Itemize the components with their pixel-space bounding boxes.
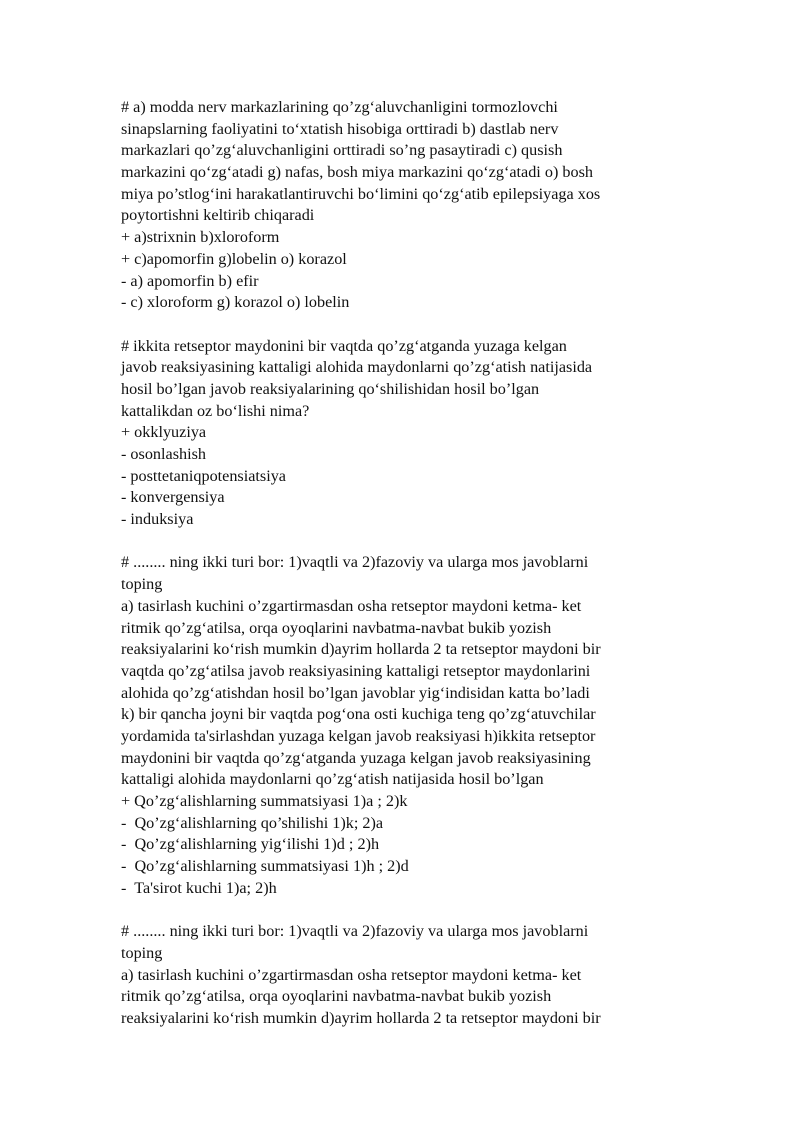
question-text: toping xyxy=(121,943,163,962)
paragraph-gap xyxy=(121,314,691,336)
paragraph-gap xyxy=(121,531,691,553)
question-text: # ikkita retseptor maydonini bir vaqtda qo’zg‘atganda yuzaga kelgan xyxy=(121,336,567,355)
question-text: maydonini bir vaqtda qo’zg‘atganda yuzaga kelgan javob reaksiyasining xyxy=(121,748,591,767)
answer-option: - Qo’zg‘alishlarning yig‘ilishi 1)d ; 2)h xyxy=(121,835,380,854)
question-block-4 xyxy=(121,921,691,1029)
question-text: reaksiyalarini ko‘rish mumkin d)ayrim hollarda 2 ta retseptor maydoni bir xyxy=(121,1008,601,1027)
document-page xyxy=(121,97,691,1030)
question-text: alohida qo’zg‘atishdan hosil bo’lgan javoblar yig‘indisidan katta bo’ladi xyxy=(121,683,590,702)
question-text: # a) modda nerv markazlarining qo’zg‘aluvchanligini tormozlovchi xyxy=(121,98,558,116)
answer-option: - osonlashish xyxy=(121,445,206,463)
answer-option-correct: + Qo’zg‘alishlarning summatsiyasi 1)a ; 2)k xyxy=(121,792,408,810)
question-text: poytortishni keltirib chiqaradi xyxy=(121,206,315,225)
question-text: # ........ ning ikki turi bor: 1)vaqtli va 2)fazoviy va ularga mos javoblarni xyxy=(121,553,589,572)
question-text: a) tasirlash kuchini o’zgartirmasdan osha retseptor maydoni ketma- ket xyxy=(121,965,582,984)
paragraph-gap xyxy=(121,899,691,921)
question-text: reaksiyalarini ko‘rish mumkin d)ayrim hollarda 2 ta retseptor maydoni bir xyxy=(121,640,601,659)
answer-option: - Qo’zg‘alishlarning summatsiyasi 1)h ; 2)d xyxy=(121,857,409,876)
answer-option: - induksiya xyxy=(121,510,194,529)
question-text: kattaligi alohida maydonlarni qo’zg‘atish natijasida hosil bo’lgan xyxy=(121,770,544,789)
question-text: markazini qo‘zg‘atadi g) nafas, bosh miya markazini qo‘zg‘atadi o) bosh xyxy=(121,163,593,182)
answer-option: - konvergensiya xyxy=(121,488,225,507)
question-text: a) tasirlash kuchini o’zgartirmasdan osha retseptor maydoni ketma- ket xyxy=(121,596,582,615)
question-block-2 xyxy=(121,336,691,531)
answer-option: - Ta'sirot kuchi 1)a; 2)h xyxy=(121,878,277,897)
question-text: markazlari qo’zg‘aluvchanligini orttiradi so’ng pasaytiradi c) qusish xyxy=(121,141,563,160)
question-text: vaqtda qo’zg‘atilsa javob reaksiyasining kattaligi retseptor maydonlarini xyxy=(121,661,591,680)
question-text: toping xyxy=(121,575,163,594)
question-text: javob reaksiyasining kattaligi alohida maydonlarni qo’zg‘atish natijasida xyxy=(121,358,593,377)
answer-option-correct: + a)strixnin b)xloroform xyxy=(121,228,280,247)
answer-option-correct: + okklyuziya xyxy=(121,423,207,442)
question-text: k) bir qancha joyni bir vaqtda pog‘ona osti kuchiga teng qo’zg‘atuvchilar xyxy=(121,705,596,724)
answer-option-correct: + c)apomorfin g)lobelin o) korazol xyxy=(121,249,347,268)
question-text: sinapslarning faoliyatini to‘xtatish hisobiga orttiradi b) dastlab nerv xyxy=(121,119,559,138)
question-text: yordamida ta'sirlashdan yuzaga kelgan javob reaksiyasi h)ikkita retseptor xyxy=(121,726,596,745)
question-text: # ........ ning ikki turi bor: 1)vaqtli va 2)fazoviy va ularga mos javoblarni xyxy=(121,922,589,941)
question-text: hosil bo’lgan javob reaksiyalarining qo‘shilishidan hosil bo’lgan xyxy=(121,379,540,398)
answer-option: - a) apomorfin b) efir xyxy=(121,271,259,290)
question-text: ritmik qo’zg‘atilsa, orqa oyoqlarini navbatma-navbat bukib yozish xyxy=(121,618,552,637)
question-block-3 xyxy=(121,552,691,899)
answer-option: - posttetaniqpotensiatsiya xyxy=(121,466,286,485)
answer-option: - c) xloroform g) korazol o) lobelin xyxy=(121,293,350,312)
question-text: miya po’stlog‘ini harakatlantiruvchi bo‘limini qo‘zg‘atib epilepsiyaga xos xyxy=(121,184,601,203)
question-text: ritmik qo’zg‘atilsa, orqa oyoqlarini navbatma-navbat bukib yozish xyxy=(121,987,552,1006)
answer-option: - Qo’zg‘alishlarning qo’shilishi 1)k; 2)a xyxy=(121,813,384,832)
question-text: kattalikdan oz bo‘lishi nima? xyxy=(121,401,310,420)
question-block-1 xyxy=(121,97,691,314)
